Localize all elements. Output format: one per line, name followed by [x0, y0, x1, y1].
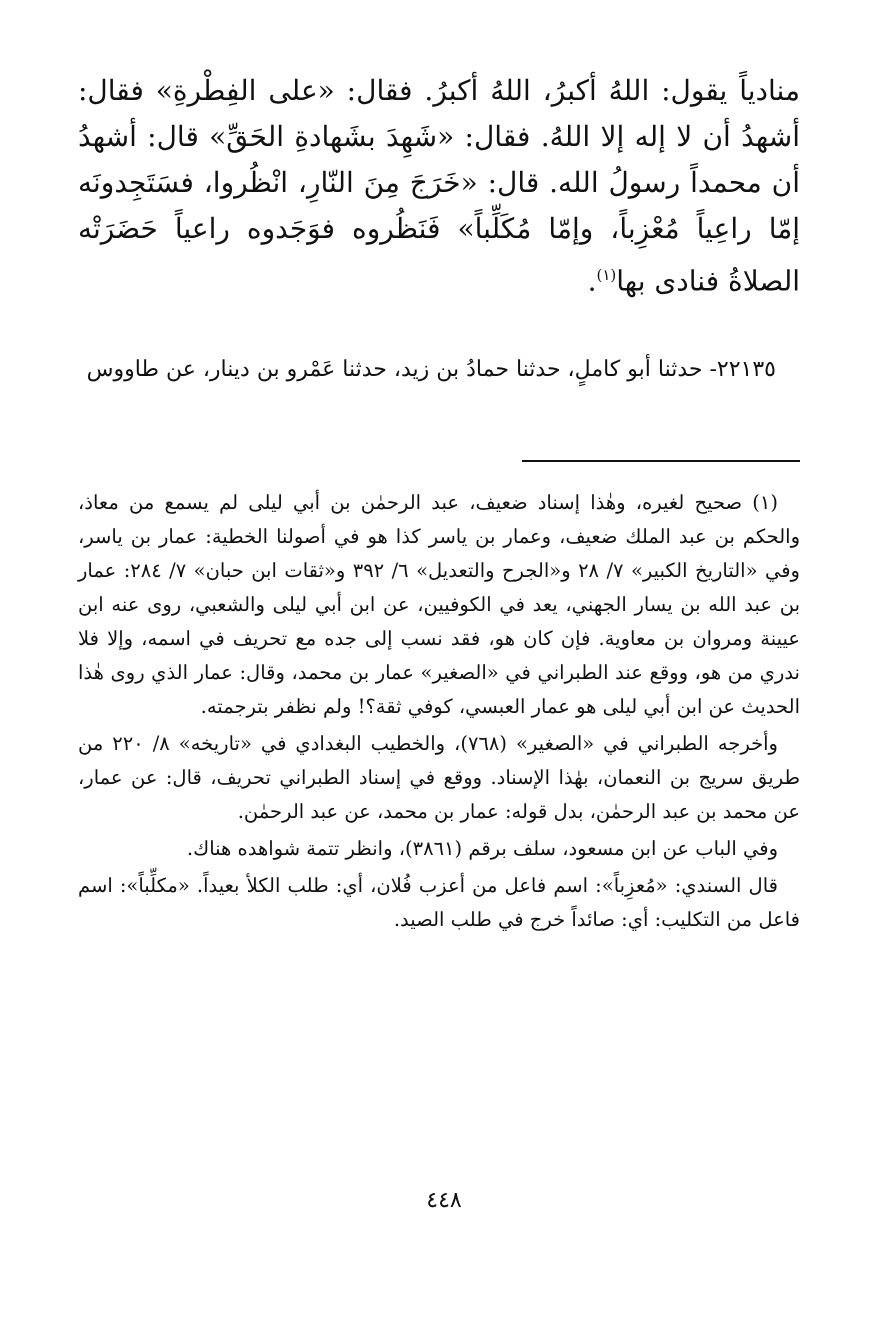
hadith-block	[78, 348, 800, 392]
main-text-end: .	[587, 264, 597, 298]
main-text-block	[78, 68, 800, 304]
page-number: ٤٤٨	[426, 1188, 462, 1213]
footnote-paragraph: قال السندي: «مُعزِباً»: اسم فاعل من أعزب فُلان، أي: طلب الكلأ بعيداً. «مكلِّباً»: اسم فاعل من التكليب: أي: صائداً خرج في طلب الصيد.	[78, 874, 800, 931]
footnote-separator	[522, 460, 800, 462]
footnote-paragraph: وفي الباب عن ابن مسعود، سلف برقم (٣٨٦١)، وانظر تتمة شواهده هناك.	[186, 837, 778, 860]
main-paragraph	[78, 68, 800, 304]
main-text: منادياً يقول: اللهُ أكبرُ، اللهُ أكبرُ. فقال: «على الفِطْرةِ» فقال: أشهدُ أن لا إله إلا اللهُ. فقال: «شَهِدَ بشَهادةِ الحَقِّ» قال: أشهدُ أن محمداً رسولُ الله. قال: «خَرَجَ مِنَ النّارِ، انْظُروا، فسَتَجِدونَه إمّا راعِياً مُعْزِباً، وإمّا مُكَلِّباً» فَنَظُروه فوَجَدوه راعياً حَضَرَتْه الصلاةُ فنادى بها	[78, 74, 800, 298]
footnote-marker: (١)	[596, 266, 617, 284]
footnotes-block	[78, 486, 800, 940]
hadith-paragraph: ٢٢١٣٥- حدثنا أبو كاملٍ، حدثنا حمادُ بن زيد، حدثنا عَمْرو بن دينار، عن طاووس	[86, 357, 776, 382]
footnote-paragraph: وأخرجه الطبراني في «الصغير» (٧٦٨)، والخطيب البغدادي في «تاريخه» ٨/ ٢٢٠ من طريق سريج بن النعمان، بهٰذا الإسناد. ووقع في إسناد الطبراني تحريف، قال: عن عمار، عن محمد بن عبد الرحمٰن، بدل قوله: عمار بن محمد، عن عبد الرحمٰن.	[78, 732, 800, 823]
footnote-paragraph: (١) صحيح لغيره، وهٰذا إسناد ضعيف، عبد الرحمٰن بن أبي ليلى لم يسمع من معاذ، والحكم بن عبد الملك ضعيف، وعمار بن ياسر كذا هو في أصولنا الخطية: عمار بن ياسر، وفي «التاريخ الكبير» ٧/ ٢٨ و«الجرح والتعديل» ٦/ ٣٩٢ و«ثقات ابن حبان» ٧/ ٢٨٤: عمار بن عبد الله بن يسار الجهني، يعد في الكوفيين، عن ابن أبي ليلى والشعبي، روى عنه ابن عيينة ومروان بن معاوية. فإن كان هو، فقد نسب إلى جده مع تحريف في اسمه، وإلا فلا ندري من هو، ووقع عند الطبراني في «الصغير» عمار بن محمد، وقال: عمار الذي روى هٰذا الحديث عن ابن أبي ليلى هو عمار العبسي، كوفي ثقة؟! ولم نظفر بترجمته.	[78, 491, 800, 718]
